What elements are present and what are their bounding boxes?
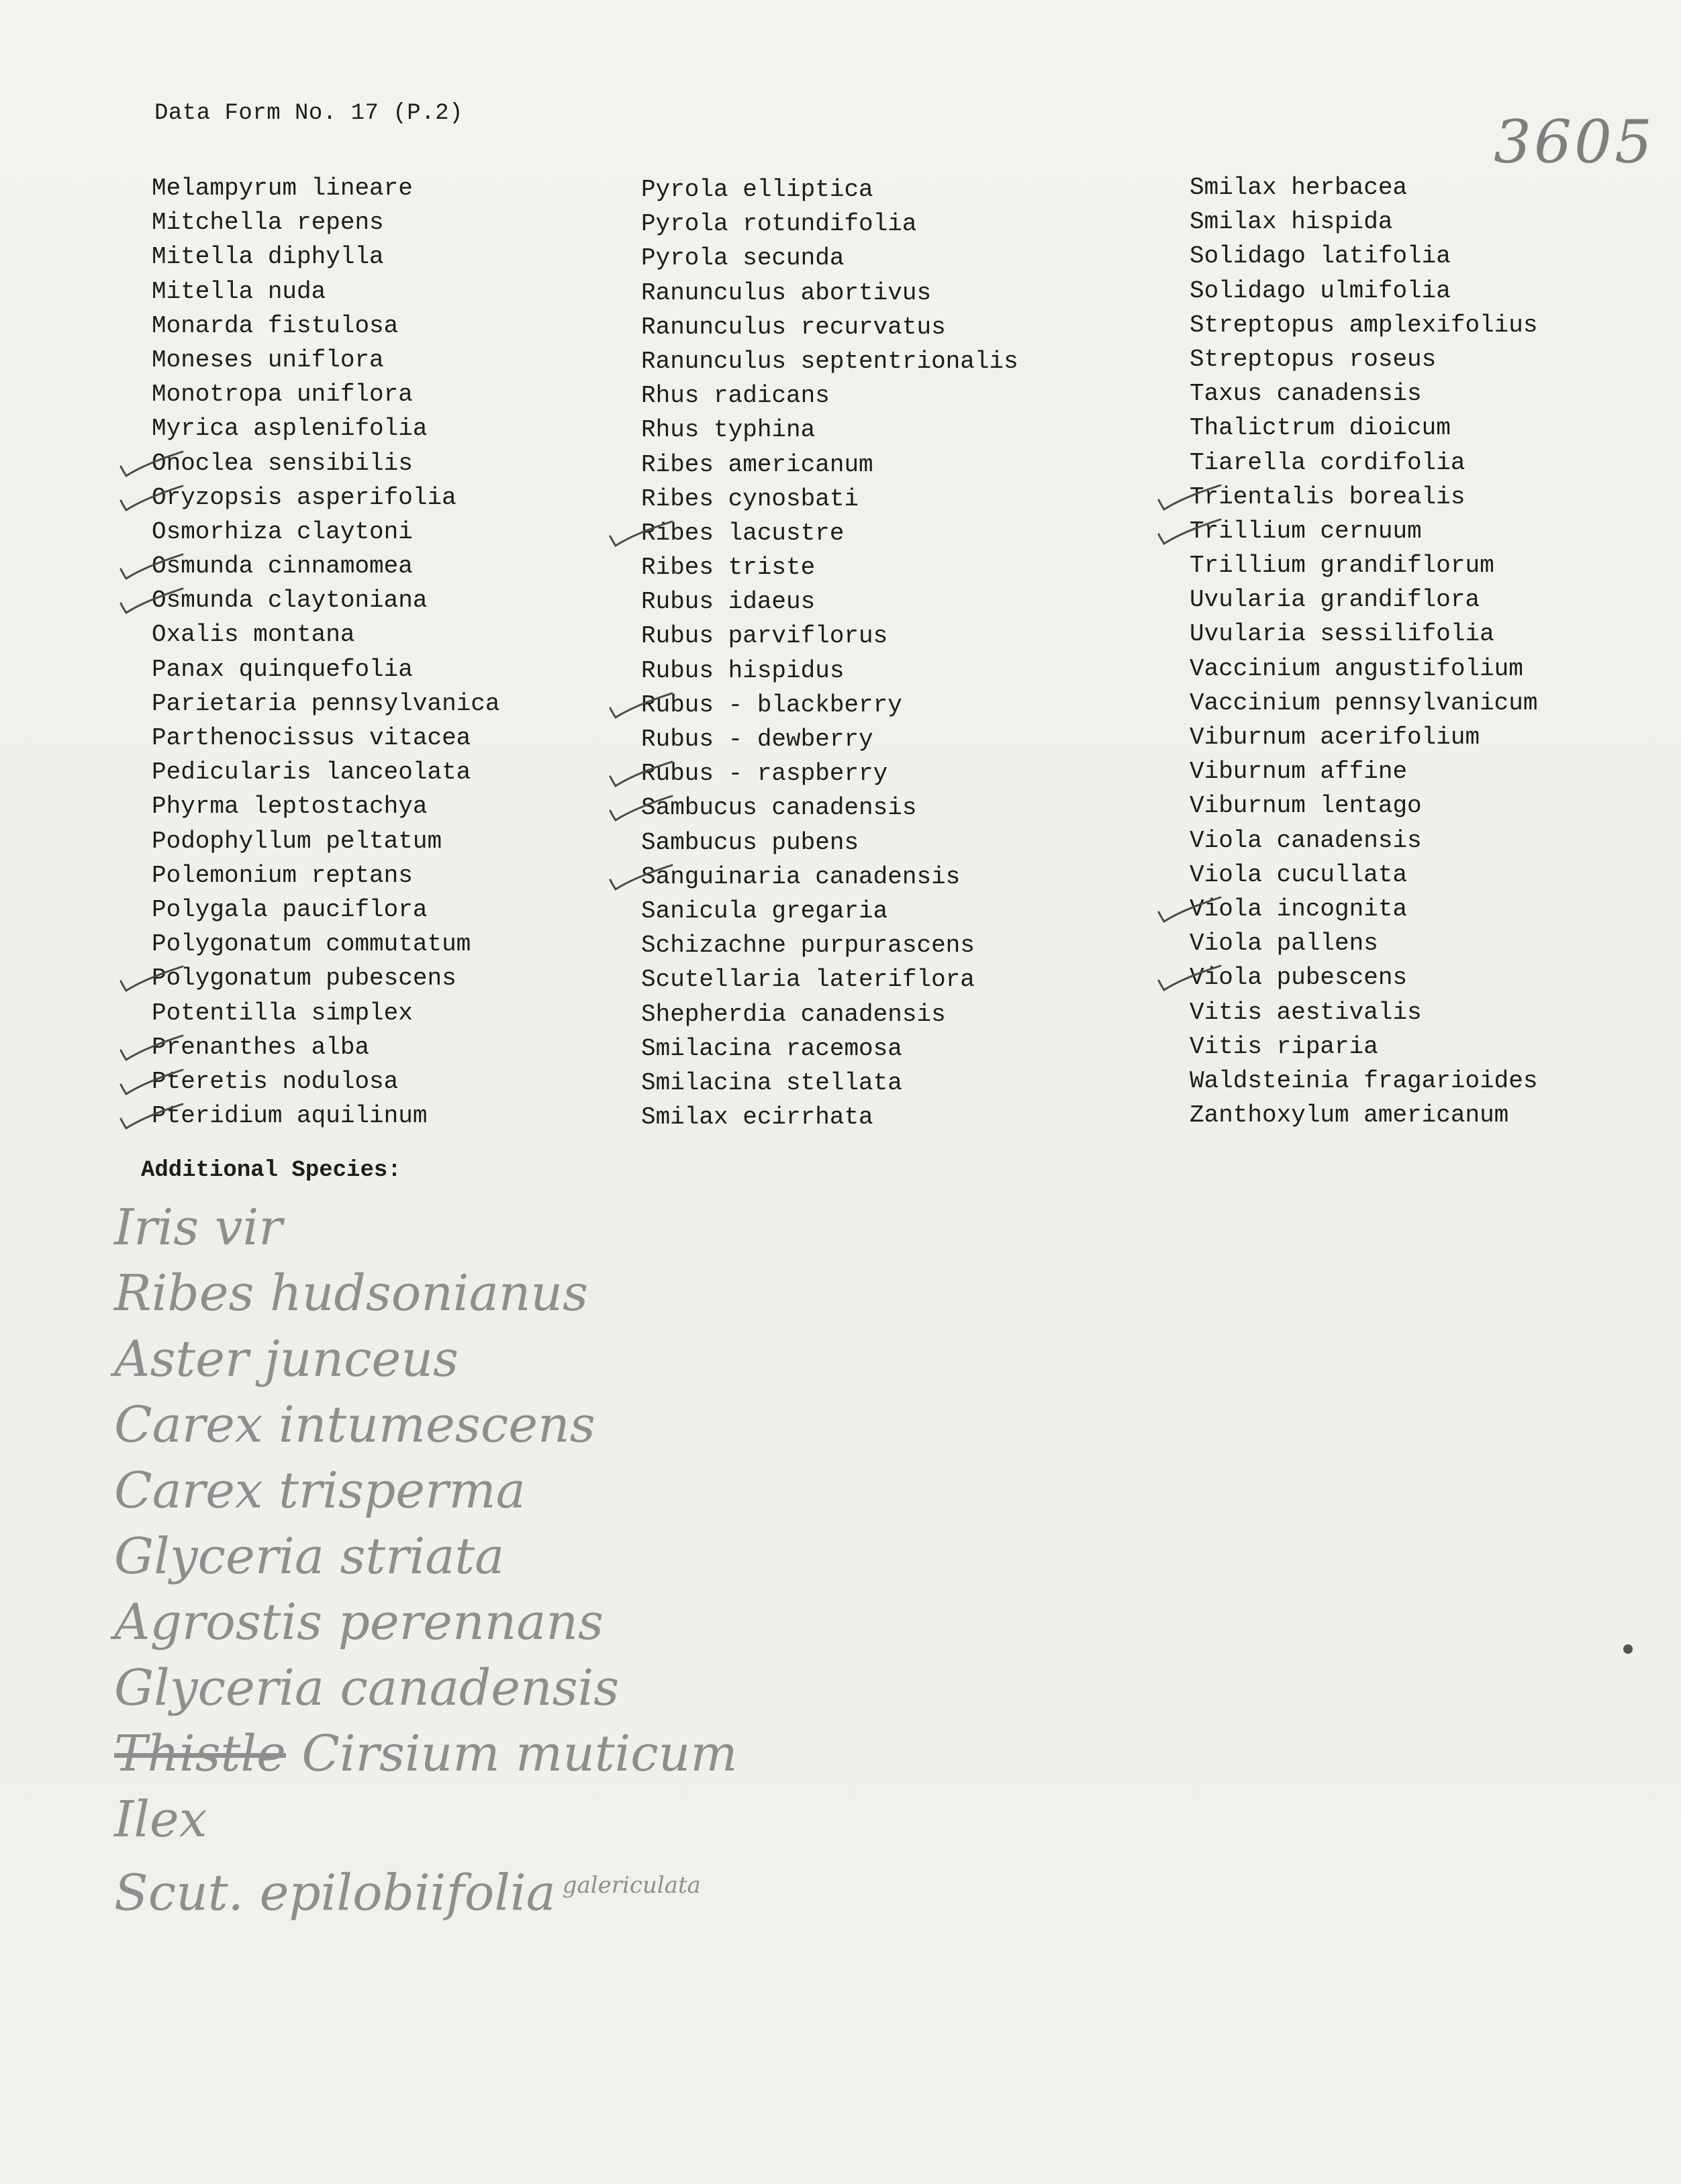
species-row (641, 860, 1018, 894)
species-name: Viola pubescens (1190, 964, 1408, 992)
species-row (1190, 926, 1537, 960)
species-name: Thalictrum dioicum (1190, 414, 1451, 442)
species-name: Mitella nuda (152, 277, 326, 305)
species-row (152, 996, 499, 1030)
species-name: Vaccinium pennsylvanicum (1190, 689, 1538, 717)
species-row (1190, 480, 1537, 514)
handwritten-text: Agrostis perennans (114, 1593, 604, 1651)
species-row (152, 343, 499, 377)
species-row (152, 961, 499, 995)
species-name: Vitis riparia (1190, 1032, 1378, 1060)
species-row (1190, 858, 1537, 892)
species-name: Osmunda claytoniana (152, 587, 428, 615)
species-name: Prenanthes alba (152, 1033, 370, 1061)
species-name: Pyrola rotundifolia (641, 210, 917, 238)
handwritten-entry (114, 1524, 738, 1589)
species-row (1190, 892, 1537, 926)
species-name: Taxus canadensis (1190, 380, 1422, 408)
species-row (152, 171, 499, 205)
species-row (641, 1032, 1018, 1066)
species-row (1190, 1064, 1537, 1098)
species-row (1190, 308, 1537, 342)
species-row (152, 824, 499, 858)
species-name: Smilacina racemosa (641, 1034, 902, 1062)
species-row (641, 241, 1018, 275)
species-row (641, 344, 1018, 379)
species-row (152, 446, 499, 481)
species-row (152, 755, 499, 789)
handwritten-entry (114, 1458, 738, 1524)
species-row (152, 893, 499, 927)
handwritten-text: Glyceria canadensis (114, 1659, 620, 1717)
species-name: Smilax herbacea (1190, 174, 1408, 201)
species-name: Moneses uniflora (152, 346, 384, 374)
species-name: Ribes lacustre (641, 519, 845, 547)
species-column-1 (152, 171, 499, 1133)
handwritten-species-list (114, 1195, 738, 1922)
species-name: Monarda fistulosa (152, 311, 399, 340)
species-row (641, 585, 1018, 619)
species-row (641, 654, 1018, 688)
species-row (152, 617, 499, 652)
species-row (641, 276, 1018, 310)
handwritten-entry (114, 1195, 738, 1260)
species-name: Viola canadensis (1190, 826, 1422, 854)
species-name: Mitchella repens (152, 209, 384, 237)
species-row (641, 310, 1018, 344)
handwritten-text-continued: Cirsium muticum (285, 1725, 738, 1783)
handwritten-text: Iris vir (114, 1199, 283, 1256)
handwritten-entry (114, 1721, 738, 1787)
species-row (1190, 789, 1537, 823)
species-name: Viola pallens (1190, 930, 1378, 958)
species-name: Rubus - dewberry (641, 726, 873, 753)
species-row (152, 583, 499, 617)
species-name: Vaccinium angustifolium (1190, 654, 1523, 683)
species-name: Osmunda cinnamomea (152, 552, 413, 581)
species-row (1190, 754, 1537, 789)
species-name: Uvularia sessilifolia (1190, 620, 1494, 648)
handwritten-text: Aster junceus (114, 1330, 459, 1388)
species-name: Sambucus canadensis (641, 794, 917, 822)
species-row (152, 858, 499, 893)
species-row (641, 928, 1018, 962)
species-row (1190, 377, 1537, 411)
species-name: Sanguinaria canadensis (641, 862, 961, 891)
species-name: Polygala pauciflora (152, 895, 428, 924)
species-name: Pyrola secunda (641, 244, 845, 272)
handwritten-entry (114, 1260, 738, 1326)
species-name: Ranunculus septentrionalis (641, 347, 1018, 375)
species-row (1190, 824, 1537, 858)
species-row (1190, 170, 1537, 205)
handwritten-text: Carex trisperma (114, 1462, 526, 1520)
species-row (641, 172, 1018, 207)
handwritten-text: Scut. epilobiifolia (114, 1864, 556, 1922)
species-row (1190, 548, 1537, 583)
species-name: Ribes triste (641, 554, 816, 582)
species-column-2 (641, 172, 1018, 1134)
species-name: Ranunculus abortivus (641, 279, 932, 307)
species-name: Viburnum affine (1190, 758, 1408, 786)
species-name: Viola incognita (1190, 895, 1408, 923)
species-name: Scutellaria lateriflora (641, 966, 975, 994)
species-row (641, 379, 1018, 413)
handwritten-entry (114, 1655, 738, 1721)
species-row (641, 207, 1018, 241)
species-name: Uvularia grandiflora (1190, 586, 1480, 614)
species-row (152, 377, 499, 411)
species-row (1190, 960, 1537, 995)
species-row (641, 1066, 1018, 1100)
species-name: Ranunculus recurvatus (641, 313, 946, 341)
species-row (641, 619, 1018, 653)
species-row (641, 448, 1018, 482)
species-row (641, 550, 1018, 585)
species-row (641, 894, 1018, 928)
species-row (1190, 411, 1537, 445)
handwritten-page-number: 3605 (1494, 107, 1655, 177)
species-name: Viburnum lentago (1190, 792, 1422, 820)
species-name: Parthenocissus vitacea (152, 724, 471, 752)
species-name: Rubus parviflorus (641, 622, 888, 650)
species-row (641, 962, 1018, 997)
species-name: Panax quinquefolia (152, 655, 413, 683)
species-name: Streptopus roseus (1190, 345, 1437, 373)
handwritten-entry (114, 1392, 738, 1458)
species-name: Zanthoxylum americanum (1190, 1101, 1509, 1130)
species-row (152, 687, 499, 721)
species-row (152, 1030, 499, 1064)
species-row (641, 791, 1018, 825)
species-name: Monotropa uniflora (152, 381, 413, 409)
species-row (152, 240, 499, 274)
species-name: Streptopus amplexifolius (1190, 311, 1538, 339)
species-name: Oxalis montana (152, 621, 355, 649)
species-name: Polygonatum pubescens (152, 964, 457, 993)
species-name: Polygonatum commutatum (152, 930, 471, 958)
species-row (1190, 274, 1537, 308)
handwritten-text: Thistle (114, 1725, 286, 1783)
species-name: Smilax hispida (1190, 208, 1393, 236)
species-row (641, 826, 1018, 860)
species-name: Ribes cynosbati (641, 485, 859, 513)
species-row (1190, 720, 1537, 754)
species-name: Polemonium reptans (152, 861, 413, 889)
species-name: Melampyrum lineare (152, 175, 413, 202)
species-row (1190, 995, 1537, 1030)
species-row (152, 721, 499, 755)
species-column-3 (1190, 170, 1537, 1132)
species-row (152, 481, 499, 515)
species-name: Osmorhiza claytoni (152, 517, 413, 546)
species-row (641, 1100, 1018, 1134)
species-row (641, 516, 1018, 550)
species-name: Pteridium aquilinum (152, 1102, 428, 1130)
handwritten-entry (114, 1787, 738, 1852)
form-title: Data Form No. 17 (P.2) (154, 101, 463, 126)
species-name: Rubus - raspberry (641, 760, 888, 788)
species-name: Trillium cernuum (1190, 517, 1422, 545)
species-row (641, 482, 1018, 516)
handwritten-text: Ribes hudsonianus (114, 1264, 588, 1322)
species-name: Trillium grandiflorum (1190, 552, 1494, 580)
species-name: Oryzopsis asperifolia (152, 483, 457, 511)
species-name: Viburnum acerifolium (1190, 724, 1480, 751)
species-name: Parietaria pennsylvanica (152, 689, 500, 717)
species-name: Tiarella cordifolia (1190, 448, 1466, 477)
species-name: Rubus - blackberry (641, 691, 902, 719)
species-row (1190, 1030, 1537, 1064)
additional-species-label: Additional Species: (141, 1158, 401, 1183)
species-name: Mitella diphylla (152, 243, 384, 271)
species-name: Solidago ulmifolia (1190, 277, 1451, 305)
species-name: Rubus idaeus (641, 588, 816, 616)
species-row (641, 688, 1018, 722)
species-row (152, 652, 499, 687)
handwritten-entry (114, 1589, 738, 1655)
handwritten-entry (114, 1326, 738, 1392)
species-row (1190, 652, 1537, 686)
handwritten-text: Carex intumescens (114, 1396, 595, 1454)
species-name: Pedicularis lanceolata (152, 758, 471, 787)
species-name: Solidago latifolia (1190, 242, 1451, 270)
species-row (152, 789, 499, 824)
species-name: Smilax ecirrhata (641, 1103, 873, 1132)
species-name: Ribes americanum (641, 450, 873, 479)
species-row (152, 1064, 499, 1099)
species-name: Viola cucullata (1190, 860, 1408, 889)
species-row (1190, 617, 1537, 651)
species-row (641, 413, 1018, 447)
species-row (152, 549, 499, 583)
species-row (1190, 1098, 1537, 1132)
species-row (1190, 583, 1537, 617)
species-row (152, 1099, 499, 1133)
species-name: Sambucus pubens (641, 828, 859, 856)
species-name: Potentilla simplex (152, 999, 413, 1027)
species-name: Myrica asplenifolia (152, 415, 428, 443)
species-name: Rubus hispidus (641, 656, 845, 685)
species-name: Sanicula gregaria (641, 897, 888, 925)
species-name: Podophyllum peltatum (152, 827, 442, 855)
species-name: Rhus typhina (641, 416, 816, 444)
species-row (1190, 342, 1537, 377)
handwritten-insertion: galericulata (562, 1872, 701, 1899)
species-row (1190, 514, 1537, 548)
species-row (1190, 205, 1537, 239)
species-name: Trientalis borealis (1190, 483, 1466, 511)
handwritten-text: Ilex (114, 1791, 207, 1848)
handwritten-entry (114, 1852, 738, 1922)
handwritten-text: Glyceria striata (114, 1528, 505, 1585)
species-row (152, 205, 499, 240)
species-name: Shepherdia canadensis (641, 1000, 946, 1028)
species-row (641, 997, 1018, 1032)
species-name: Vitis aestivalis (1190, 998, 1422, 1026)
species-row (641, 756, 1018, 791)
species-name: Phyrma leptostachya (152, 793, 428, 821)
species-row (152, 275, 499, 309)
species-name: Smilacina stellata (641, 1069, 902, 1097)
species-row (1190, 446, 1537, 480)
species-name: Rhus radicans (641, 382, 830, 410)
species-name: Pteretis nodulosa (152, 1067, 399, 1095)
species-name: Onoclea sensibilis (152, 449, 413, 477)
species-row (1190, 686, 1537, 720)
paper-speck (1623, 1644, 1633, 1654)
species-row (1190, 239, 1537, 273)
species-row (152, 309, 499, 343)
species-name: Schizachne purpurascens (641, 932, 975, 960)
species-row (152, 927, 499, 961)
species-row (152, 411, 499, 446)
species-row (641, 722, 1018, 756)
species-name: Waldsteinia fragarioides (1190, 1066, 1538, 1095)
species-row (152, 515, 499, 549)
species-name: Pyrola elliptica (641, 176, 873, 203)
